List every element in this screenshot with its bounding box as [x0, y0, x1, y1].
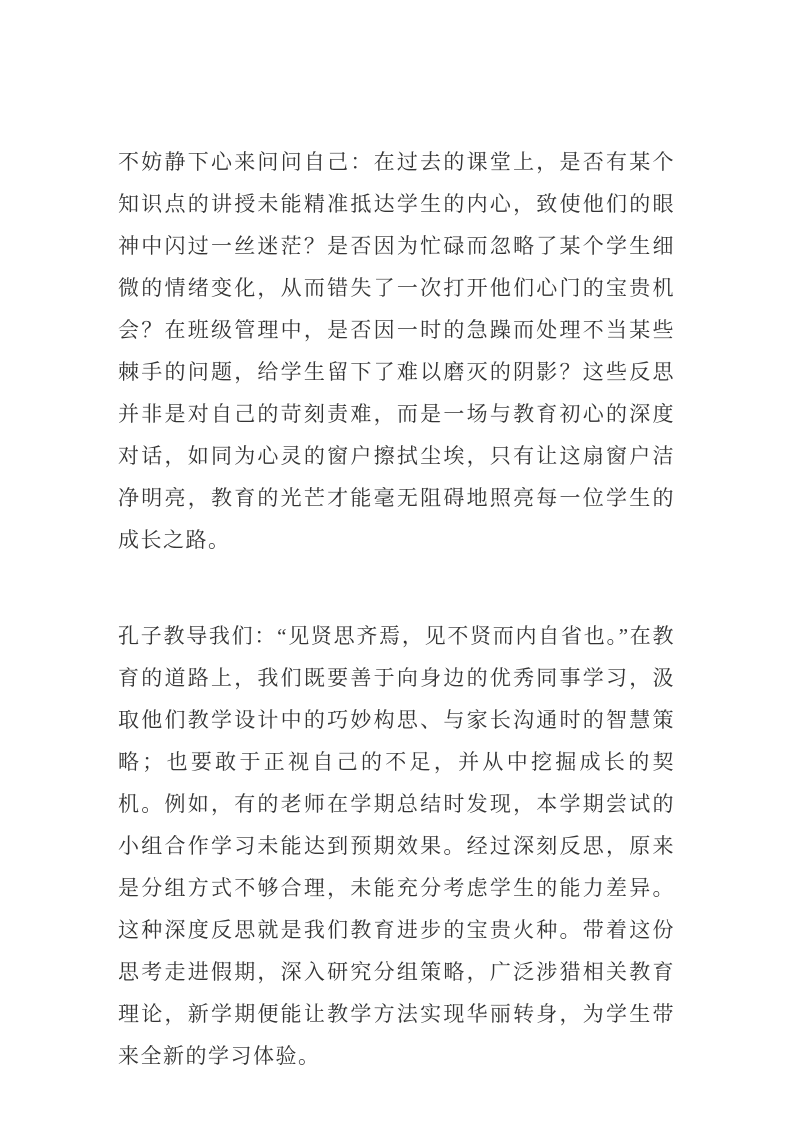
- paragraph-reflection-questions: 不妨静下心来问问自己：在过去的课堂上，是否有某个知识点的讲授未能精准抵达学生的内心，致使他们的眼神中闪过一丝迷茫？是否因为忙碌而忽略了某个学生细微的情绪变化，从而错失了一次打开他们心门的宝贵机会？在班级管理中，是否因一时的急躁而处理不当某些棘手的问题，给学生留下了难以磨灭的阴影？这些反思并非是对自己的苛刻责难，而是一场与教育初心的深度对话，如同为心灵的窗户擦拭尘埃，只有让这扇窗户洁净明亮，教育的光芒才能毫无阻碍地照亮每一位学生的成长之路。: [118, 150, 675, 552]
- paragraph-confucius-quote: 孔子教导我们：“见贤思齐焉，见不贤而内自省也。”在教育的道路上，我们既要善于向身边的优秀同事学习，汲取他们教学设计中的巧妙构思、与家长沟通时的智慧策略；也要敢于正视自己的不足，并从中挖掘成长的契机。例如，有的老师在学期总结时发现，本学期尝试的小组合作学习未能达到预期效果。经过深刻反思，原来是分组方式不够合理，未能充分考虑学生的能力差异。这种深度反思就是我们教育进步的宝贵火种。带着这份思考走进假期，深入研究分组策略，广泛涉猎相关教育理论，新学期便能让教学方法实现华丽转身，为学生带来全新的学习体验。: [118, 624, 675, 1068]
- document-text-block: [118, 141, 675, 1077]
